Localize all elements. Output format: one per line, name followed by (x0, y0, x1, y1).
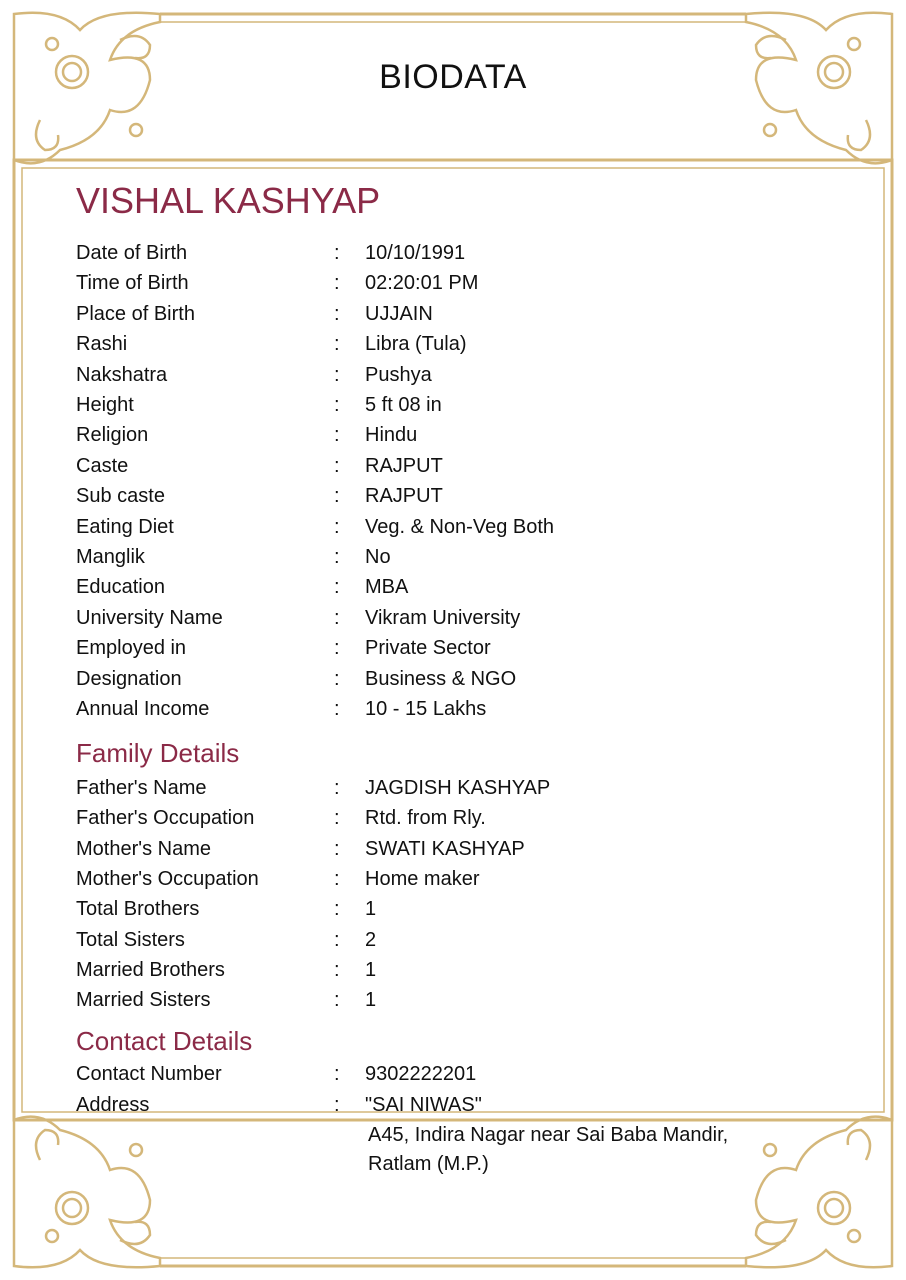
family-row (76, 807, 796, 837)
field-label: Father's Name (76, 777, 207, 799)
field-label: Designation (76, 667, 182, 690)
field-label: Religion (76, 424, 149, 447)
field-value: 10/10/1991 (365, 242, 466, 264)
separator: : (334, 394, 340, 416)
separator: : (334, 546, 340, 568)
separator: : (334, 242, 340, 264)
family-details-heading: Family Details (76, 738, 240, 768)
field-value: Libra (Tula) (365, 333, 467, 356)
contact-details-heading: Contact Details (76, 1026, 253, 1056)
field-label: Married Sisters (76, 989, 211, 1012)
field-label: Annual Income (76, 698, 210, 720)
separator: : (334, 424, 340, 447)
field-value: Business & NGO (365, 667, 517, 690)
field-value: 5 ft 08 in (365, 394, 442, 416)
field-label: University Name (76, 606, 223, 629)
personal-row (76, 546, 796, 576)
contact-row (76, 1063, 796, 1093)
field-label: Address (76, 1093, 150, 1116)
separator: : (334, 1093, 340, 1116)
field-value: JAGDISH KASHYAP (365, 777, 551, 799)
contact-row (76, 1094, 796, 1124)
separator: : (334, 515, 340, 538)
personal-row (76, 637, 796, 667)
address-text: A45, Indira Nagar near Sai Baba Mandir, (368, 1124, 729, 1146)
field-value: RAJPUT (365, 454, 443, 477)
family-row (76, 868, 796, 898)
field-label: Height (76, 394, 134, 416)
family-row (76, 898, 796, 928)
address-text: Ratlam (M.P.) (368, 1153, 489, 1175)
address-line (76, 1153, 796, 1183)
personal-row (76, 242, 796, 272)
field-value: 1 (365, 958, 377, 981)
personal-row (76, 576, 796, 606)
field-value: Hindu (365, 424, 418, 447)
document-title: BIODATA (379, 58, 527, 96)
field-value: SWATI KASHYAP (365, 837, 525, 860)
separator: : (334, 837, 340, 860)
field-value: MBA (365, 576, 409, 599)
personal-row (76, 333, 796, 363)
separator: : (334, 272, 340, 295)
field-label: Nakshatra (76, 363, 168, 386)
separator: : (334, 363, 340, 386)
family-row (76, 777, 796, 807)
field-value: Rtd. from Rly. (365, 807, 486, 830)
field-label: Father's Occupation (76, 807, 255, 830)
field-value: "SAI NIWAS" (365, 1093, 482, 1116)
personal-row (76, 516, 796, 546)
field-label: Education (76, 576, 165, 599)
family-row (76, 959, 796, 989)
separator: : (334, 454, 340, 477)
field-value: UJJAIN (365, 302, 433, 325)
field-value: RAJPUT (365, 485, 443, 508)
family-row (76, 929, 796, 959)
separator: : (334, 1063, 340, 1085)
separator: : (334, 989, 340, 1012)
separator: : (334, 302, 340, 325)
field-label: Total Sisters (76, 928, 185, 951)
field-value: Private Sector (365, 637, 491, 660)
field-label: Total Brothers (76, 898, 200, 921)
field-value: No (365, 546, 391, 568)
field-label: Date of Birth (76, 242, 188, 264)
field-value: 1 (365, 989, 377, 1012)
field-label: Mother's Name (76, 837, 211, 860)
separator: : (334, 485, 340, 508)
address-line (76, 1124, 796, 1154)
personal-row (76, 455, 796, 485)
separator: : (334, 898, 340, 921)
separator: : (334, 606, 340, 629)
personal-row (76, 303, 796, 333)
separator: : (334, 958, 340, 981)
field-value: Home maker (365, 867, 480, 890)
field-label: Mother's Occupation (76, 867, 259, 890)
field-label: Married Brothers (76, 958, 225, 981)
field-label: Place of Birth (76, 302, 195, 325)
separator: : (334, 637, 340, 660)
field-label: Eating Diet (76, 515, 174, 538)
candidate-name: VISHAL KASHYAP (76, 180, 381, 221)
field-label: Caste (76, 454, 129, 477)
family-row (76, 838, 796, 868)
family-row (76, 989, 796, 1019)
field-label: Time of Birth (76, 272, 189, 295)
separator: : (334, 667, 340, 690)
personal-row (76, 698, 796, 728)
personal-row (76, 485, 796, 515)
field-value: Veg. & Non-Veg Both (365, 515, 555, 538)
field-label: Contact Number (76, 1063, 222, 1085)
separator: : (334, 867, 340, 890)
field-value: 02:20:01 PM (365, 272, 479, 295)
separator: : (334, 807, 340, 830)
field-label: Employed in (76, 637, 187, 660)
field-label: Manglik (76, 546, 145, 568)
field-value: 1 (365, 898, 377, 921)
field-value: 10 - 15 Lakhs (365, 698, 487, 720)
personal-row (76, 364, 796, 394)
separator: : (334, 576, 340, 599)
personal-row (76, 272, 796, 302)
field-value: Vikram University (365, 606, 521, 629)
field-label: Sub caste (76, 485, 165, 508)
field-value: 2 (365, 928, 377, 951)
personal-row (76, 394, 796, 424)
field-value: Pushya (365, 363, 432, 386)
separator: : (334, 777, 340, 799)
personal-row (76, 607, 796, 637)
field-value: 9302222201 (365, 1063, 477, 1085)
separator: : (334, 928, 340, 951)
field-label: Rashi (76, 333, 128, 356)
separator: : (334, 698, 340, 720)
personal-row (76, 424, 796, 454)
separator: : (334, 333, 340, 356)
personal-row (76, 668, 796, 698)
